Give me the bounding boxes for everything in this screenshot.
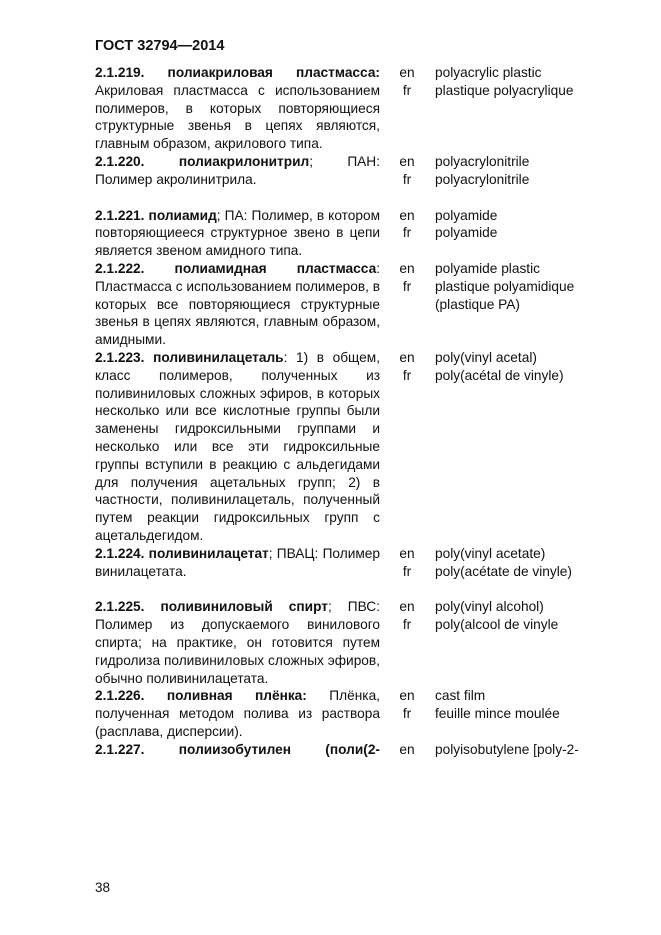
english-term: polyisobutylene [poly-2-: [435, 741, 579, 757]
language-codes: [397, 545, 417, 581]
lang-en: en: [399, 65, 415, 80]
glossary-entry: [95, 153, 615, 189]
lang-en: en: [399, 545, 415, 561]
lang-fr: fr: [402, 278, 412, 294]
lang-en: en: [399, 207, 415, 223]
lang-en: en: [399, 599, 415, 615]
russian-definition: [95, 545, 380, 581]
french-term: poly(acétate de vinyle): [435, 563, 572, 579]
term: 2.1.220. полиакрилонитрил: [95, 153, 310, 169]
english-term: poly(vinyl acetal): [435, 349, 537, 365]
lang-en: en: [399, 741, 415, 757]
english-term: polyamide: [435, 207, 498, 223]
russian-definition: [95, 349, 380, 545]
translations: [435, 545, 610, 581]
english-term: polyacrylonitrile: [435, 153, 530, 169]
russian-definition: [95, 153, 380, 189]
translations: [435, 153, 610, 189]
definition: Акриловая пластмасса с использованием полимеров, в которых повторяющиеся структурные звенья в цепях являются, главным образом, акрилового типа.: [95, 82, 380, 152]
translations: [435, 260, 610, 313]
lang-en: en: [399, 153, 415, 169]
term: 2.1.225. поливиниловый спирт: [95, 599, 328, 615]
french-term: polyamide: [435, 225, 498, 241]
definition: ; ПА: Полимер, в котором повторяющиееся структурное звено в цепи является звеном амидного типа.: [95, 207, 381, 259]
definition: Плёнка, полученная методом полива из раствора (расплава, дисперсии).: [95, 688, 380, 739]
glossary-entry: [95, 598, 615, 687]
french-term: plastique polyamidique (plastique PA): [435, 278, 575, 312]
language-codes: [397, 64, 417, 100]
lang-fr: fr: [402, 617, 412, 633]
translations: [435, 207, 610, 243]
lang-en: en: [399, 688, 415, 704]
lang-fr: fr: [402, 563, 412, 579]
glossary-entry: [95, 687, 615, 740]
lang-en: en: [399, 349, 415, 365]
french-term: poly(acétal de vinyle): [435, 367, 564, 383]
language-codes: [397, 260, 417, 296]
russian-definition: [95, 64, 380, 153]
language-codes: [397, 207, 417, 243]
glossary-entry: [95, 741, 615, 759]
lang-fr: fr: [402, 171, 412, 187]
language-codes: [397, 687, 417, 723]
glossary-entry: [95, 349, 615, 545]
page-number: 38: [95, 880, 111, 895]
english-term: polyacrylic plastic: [435, 65, 542, 80]
french-term: polyacrylonitrile: [435, 171, 530, 187]
translations: [435, 741, 610, 759]
french-term: plastique polyacrylique: [435, 82, 574, 98]
term: 2.1.224. поливинилацетат: [95, 545, 269, 561]
french-term: poly(alcool de vinyle: [435, 617, 559, 633]
french-term: feuille mince moulée: [435, 706, 560, 722]
glossary-entry: [95, 260, 615, 349]
russian-definition: [95, 741, 380, 759]
definition: ; ПВС: Полимер из допускаемого винилового спирта; на практике, он готовится путем гидролиза поливиниловых сложных эфиров, обычно поливинилацетата.: [95, 599, 380, 686]
english-term: poly(vinyl acetate): [435, 545, 546, 561]
term: 2.1.223. поливинилацеталь: [95, 349, 284, 365]
translations: [435, 349, 610, 385]
glossary-entry: [95, 64, 615, 153]
definition: : Пластмасса с использованием полимеров, в которых все повторяющиеся структурные звенья в цепях являются, главным образом, амидными.: [95, 260, 380, 348]
language-codes: [397, 349, 417, 385]
term: 2.1.226. поливная плёнка:: [95, 688, 307, 704]
term: 2.1.221. полиамид: [95, 207, 217, 223]
glossary-entry: [95, 207, 615, 260]
definition: : 1) в общем, класс полимеров, полученных из поливиниловых сложных эфиров, в которых несколько или все кислотные группы были заменены гидроксильными группами и несколько или все эти гидроксильные группы вступили в реакцию с альдегидами для получения ацетальных групп; 2) в частности, поливинилацеталь, полученный путем реакции гидроксильных групп с ацетальдегидом.: [95, 349, 380, 543]
lang-en: en: [399, 260, 415, 276]
definition: ; ПВАЦ: Полимер винилацетата.: [95, 545, 380, 579]
language-codes: [397, 741, 417, 759]
document-header: ГОСТ 32794—2014: [95, 38, 225, 54]
glossary-entries: [95, 64, 615, 758]
lang-fr: fr: [402, 225, 412, 241]
term: 2.1.222. полиамидная пластмасса: [95, 260, 377, 276]
russian-definition: [95, 207, 380, 260]
translations: [435, 687, 610, 723]
english-term: cast film: [435, 688, 486, 704]
russian-definition: [95, 260, 380, 349]
translations: [435, 64, 610, 100]
definition: ; ПАН: Полимер акролинитрила.: [95, 153, 380, 187]
term: 2.1.219. полиакриловая пластмасса:: [95, 65, 380, 80]
term: 2.1.227. полиизобутилен (поли(2-: [95, 741, 380, 757]
english-term: polyamide plastic: [435, 260, 540, 276]
translations: [435, 598, 610, 634]
english-term: poly(vinyl alcohol): [435, 599, 544, 615]
russian-definition: [95, 687, 380, 740]
lang-fr: fr: [402, 82, 412, 98]
language-codes: [397, 598, 417, 634]
language-codes: [397, 153, 417, 189]
russian-definition: [95, 598, 380, 687]
glossary-entry: [95, 545, 615, 581]
lang-fr: fr: [402, 367, 412, 383]
lang-fr: fr: [402, 706, 412, 722]
